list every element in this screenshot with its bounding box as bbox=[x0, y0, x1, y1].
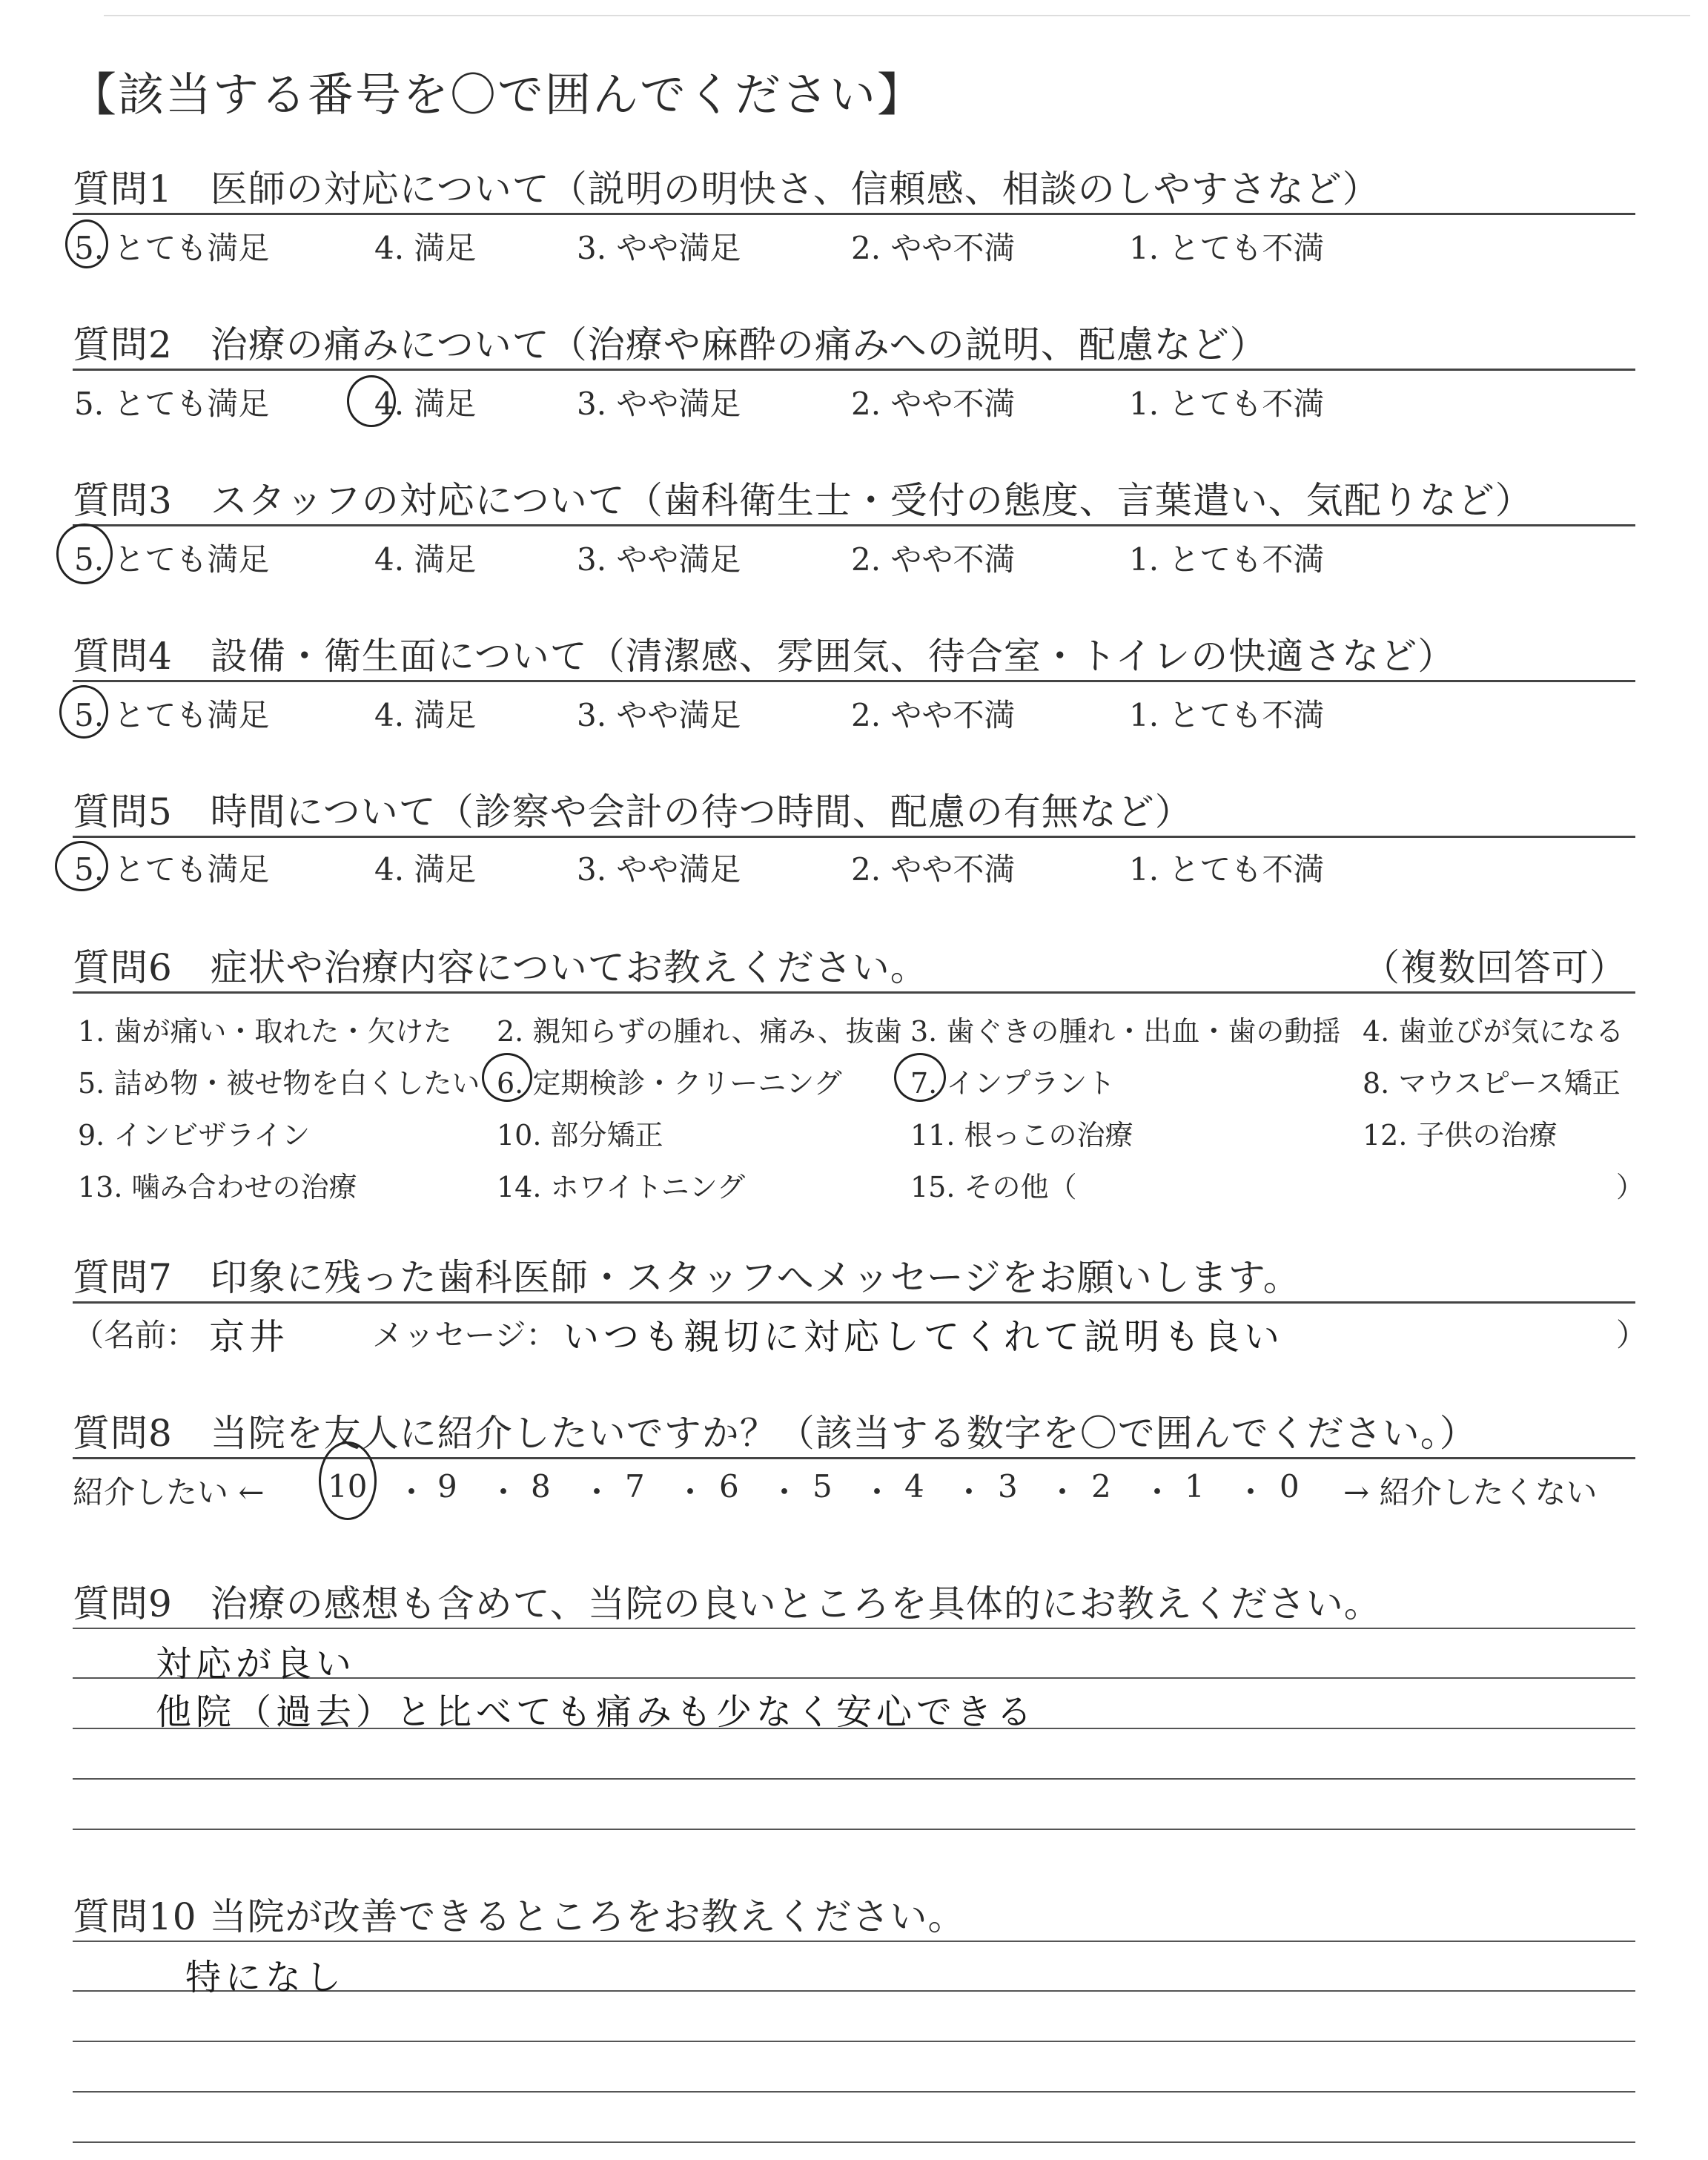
q8-option-1[interactable]: 1 bbox=[1185, 1468, 1205, 1505]
q7-name-value[interactable]: 京井 bbox=[209, 1316, 290, 1358]
q10-answer-line-1[interactable]: 特になし bbox=[185, 1957, 346, 1998]
q6-title: 質問6 症状や治療内容についてお教えください。 bbox=[73, 946, 928, 989]
q6-option-6[interactable]: 6. 定期検診・クリーニング bbox=[497, 1067, 842, 1100]
q8-option-4[interactable]: 4 bbox=[904, 1468, 924, 1505]
q7-message-value[interactable]: いつも親切に対応してくれて説明も良い bbox=[563, 1316, 1285, 1358]
q4-option-1[interactable]: 1. とても不満 bbox=[1129, 697, 1325, 733]
q6-option-2[interactable]: 2. 親知らずの腫れ、痛み、抜歯 bbox=[497, 1015, 902, 1048]
q4-option-5[interactable]: 5. とても満足 bbox=[74, 697, 270, 733]
q1-selection-circle bbox=[65, 219, 108, 268]
q2-option-3[interactable]: 3. やや満足 bbox=[577, 386, 741, 422]
q1-option-1[interactable]: 1. とても不満 bbox=[1129, 230, 1325, 266]
q2-rule bbox=[73, 369, 1635, 371]
q8-separator: ・ bbox=[581, 1474, 613, 1510]
q8-option-8[interactable]: 8 bbox=[531, 1468, 551, 1505]
q8-option-9[interactable]: 9 bbox=[437, 1468, 457, 1505]
q6-option-3[interactable]: 3. 歯ぐきの腫れ・出血・歯の動揺 bbox=[910, 1015, 1341, 1048]
q4-option-4[interactable]: 4. 満足 bbox=[374, 697, 477, 733]
q5-title: 質問5 時間について（診察や会計の待つ時間、配慮の有無など） bbox=[73, 790, 1193, 833]
q10-title: 質問10 当院が改善できるところをお教えください。 bbox=[73, 1895, 966, 1938]
q10-writing-line bbox=[73, 2041, 1635, 2042]
q2-option-1[interactable]: 1. とても不満 bbox=[1129, 386, 1325, 422]
q6-other-close-paren: ） bbox=[1616, 1171, 1645, 1203]
q8-option-0[interactable]: 0 bbox=[1280, 1468, 1300, 1505]
q10-writing-line bbox=[73, 2091, 1635, 2093]
q8-separator: ・ bbox=[861, 1474, 893, 1510]
q7-close-paren: ） bbox=[1616, 1317, 1648, 1353]
q4-selection-circle bbox=[59, 685, 108, 739]
q3-option-5[interactable]: 5. とても満足 bbox=[74, 541, 270, 578]
q8-option-6[interactable]: 6 bbox=[719, 1468, 739, 1505]
q5-option-1[interactable]: 1. とても不満 bbox=[1129, 851, 1325, 888]
q1-title: 質問1 医師の対応について（説明の明快さ、信頼感、相談のしやすさなど） bbox=[73, 168, 1380, 211]
q7-message-label: メッセージ： bbox=[372, 1317, 557, 1353]
scan-top-edge bbox=[104, 15, 1690, 16]
q5-option-3[interactable]: 3. やや満足 bbox=[577, 851, 741, 888]
q8-separator: ・ bbox=[1142, 1474, 1174, 1510]
q8-separator: ・ bbox=[396, 1474, 428, 1510]
q2-option-5[interactable]: 5. とても満足 bbox=[74, 386, 270, 422]
q6-option-8[interactable]: 8. マウスピース矯正 bbox=[1363, 1067, 1621, 1100]
q3-option-1[interactable]: 1. とても不満 bbox=[1129, 541, 1325, 578]
q8-option-3[interactable]: 3 bbox=[998, 1468, 1018, 1505]
q2-option-4[interactable]: 4. 満足 bbox=[374, 386, 477, 422]
q8-option-2[interactable]: 2 bbox=[1091, 1468, 1111, 1505]
q4-option-2[interactable]: 2. やや不満 bbox=[851, 697, 1016, 733]
q3-option-3[interactable]: 3. やや満足 bbox=[577, 541, 741, 578]
q8-selection-circle bbox=[319, 1441, 377, 1520]
q5-rule bbox=[73, 836, 1635, 838]
q10-writing-line bbox=[73, 1941, 1635, 1942]
q4-option-3[interactable]: 3. やや満足 bbox=[577, 697, 741, 733]
q5-option-2[interactable]: 2. やや不満 bbox=[851, 851, 1016, 888]
q7-title: 質問7 印象に残った歯科医師・スタッフへメッセージをお願いします。 bbox=[73, 1256, 1301, 1299]
q6-option-5[interactable]: 5. 詰め物・被せ物を白くしたい bbox=[78, 1067, 480, 1100]
q5-option-5[interactable]: 5. とても満足 bbox=[74, 851, 270, 888]
q3-selection-circle bbox=[56, 524, 113, 584]
q9-title: 質問9 治療の感想も含めて、当院の良いところを具体的にお教えください。 bbox=[73, 1582, 1382, 1625]
q6-option-13[interactable]: 13. 噛み合わせの治療 bbox=[78, 1171, 357, 1203]
q8-option-7[interactable]: 7 bbox=[625, 1468, 645, 1505]
q9-answer-line-1[interactable]: 対応が良い bbox=[156, 1643, 357, 1685]
q5-option-4[interactable]: 4. 満足 bbox=[374, 851, 477, 888]
q6-selection-circle-6 bbox=[482, 1053, 532, 1102]
q3-option-4[interactable]: 4. 満足 bbox=[374, 541, 477, 578]
q3-title: 質問3 スタッフの対応について（歯科衛生士・受付の態度、言葉遣い、気配りなど） bbox=[73, 479, 1533, 522]
q1-option-5[interactable]: 5. とても満足 bbox=[74, 230, 270, 266]
q8-separator: ・ bbox=[1235, 1474, 1267, 1510]
q1-rule bbox=[73, 213, 1635, 215]
q2-selection-circle bbox=[347, 375, 396, 427]
q5-selection-circle bbox=[55, 841, 108, 891]
q8-separator: ・ bbox=[1047, 1474, 1079, 1510]
q6-selection-circle-7 bbox=[894, 1053, 946, 1102]
q6-option-7[interactable]: 7. インプラント bbox=[910, 1067, 1116, 1100]
q6-option-10[interactable]: 10. 部分矯正 bbox=[497, 1119, 663, 1152]
q8-option-10[interactable]: 10 bbox=[328, 1468, 368, 1505]
q1-option-3[interactable]: 3. やや満足 bbox=[577, 230, 741, 266]
q9-writing-line bbox=[73, 1628, 1635, 1629]
q6-option-1[interactable]: 1. 歯が痛い・取れた・欠けた bbox=[78, 1015, 452, 1048]
q6-note: （複数回答可） bbox=[1363, 946, 1627, 989]
q8-separator: ・ bbox=[488, 1474, 520, 1510]
q6-option-9[interactable]: 9. インビザライン bbox=[78, 1119, 311, 1152]
q7-rule bbox=[73, 1301, 1635, 1304]
q8-separator: ・ bbox=[953, 1474, 985, 1510]
q9-answer-line-2[interactable]: 他院（過去）と比べても痛みも少なく安心できる bbox=[156, 1691, 1037, 1733]
q8-right-label: → 紹介したくない bbox=[1343, 1474, 1598, 1510]
q3-rule bbox=[73, 524, 1635, 526]
q1-option-2[interactable]: 2. やや不満 bbox=[851, 230, 1016, 266]
q6-option-12[interactable]: 12. 子供の治療 bbox=[1363, 1119, 1558, 1152]
q2-option-2[interactable]: 2. やや不満 bbox=[851, 386, 1016, 422]
instruction-heading: 【該当する番号を〇で囲んでください】 bbox=[70, 67, 925, 122]
q4-title: 質問4 設備・衛生面について（清潔感、雰囲気、待合室・トイレの快適さなど） bbox=[73, 635, 1456, 678]
q9-writing-line bbox=[73, 1778, 1635, 1780]
q8-separator: ・ bbox=[769, 1474, 801, 1510]
q8-rule bbox=[73, 1457, 1635, 1459]
q8-title: 質問8 当院を友人に紹介したいですか？（該当する数字を〇で囲んでください。） bbox=[73, 1412, 1477, 1455]
q8-option-5[interactable]: 5 bbox=[812, 1468, 833, 1505]
q2-title: 質問2 治療の痛みについて（治療や麻酔の痛みへの説明、配慮など） bbox=[73, 323, 1268, 366]
q6-option-15[interactable]: 15. その他（ bbox=[910, 1171, 1077, 1203]
q6-rule bbox=[73, 991, 1635, 994]
q10-writing-line bbox=[73, 2141, 1635, 2143]
q6-option-14[interactable]: 14. ホワイトニング bbox=[497, 1171, 746, 1203]
q3-option-2[interactable]: 2. やや不満 bbox=[851, 541, 1016, 578]
q7-name-label: （名前： bbox=[73, 1317, 198, 1353]
q9-writing-line bbox=[73, 1829, 1635, 1830]
q8-separator: ・ bbox=[675, 1474, 706, 1510]
q8-left-label: 紹介したい ← bbox=[73, 1474, 265, 1510]
q6-option-4[interactable]: 4. 歯並びが気になる bbox=[1363, 1015, 1624, 1048]
q1-option-4[interactable]: 4. 満足 bbox=[374, 230, 477, 266]
q4-rule bbox=[73, 680, 1635, 682]
q6-option-11[interactable]: 11. 根っこの治療 bbox=[910, 1119, 1133, 1152]
